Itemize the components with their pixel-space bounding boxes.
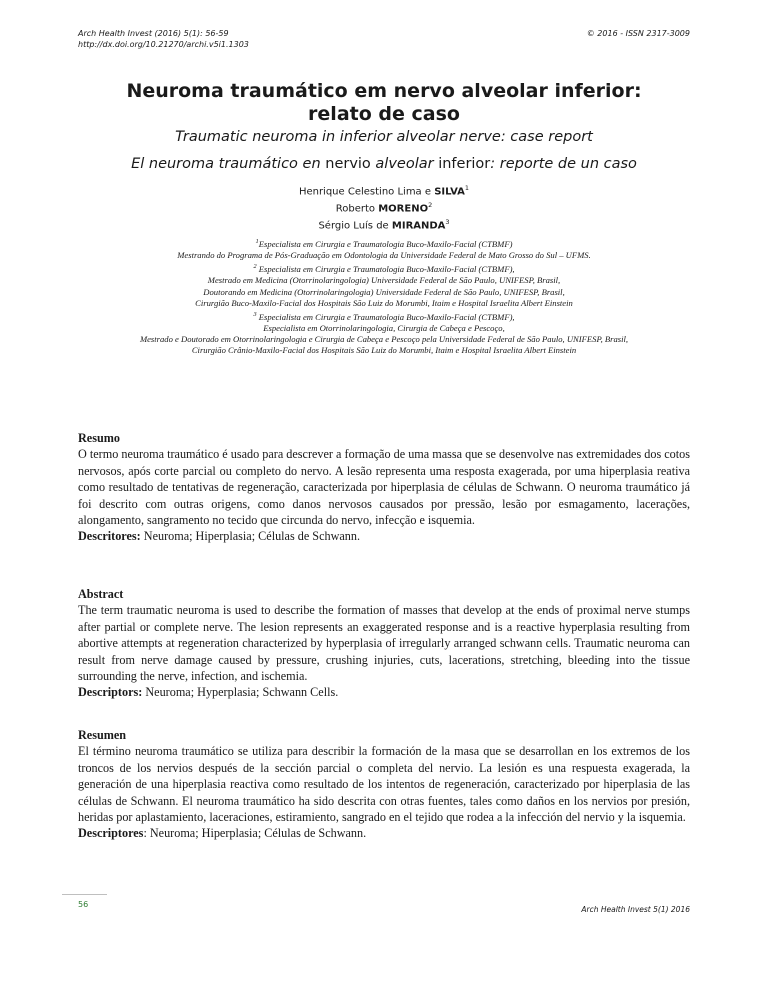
title-spanish-part: El neuroma traumático en: [131, 156, 321, 172]
author-affiliation-mark: 2: [428, 200, 433, 209]
author-given-name: Sérgio Luís de: [318, 219, 389, 231]
affiliation-line: [40, 309, 728, 323]
affiliation-text: Especialista em Cirurgia e Traumatologia Buco-Maxilo-Facial (CTBMF),: [256, 264, 515, 275]
affiliation-text: Especialista em Cirurgia e Traumatologia Buco-Maxilo-Facial (CTBMF): [258, 238, 513, 249]
descriptors-text: Neuroma; Hiperplasia; Células de Schwann.: [140, 529, 361, 544]
title-spanish-part: alveolar: [375, 156, 434, 172]
affiliation-line: Mestrando do Programa de Pós-Graduação em Odontologia da Universidade Federal de Mato Grosso do Sul – UFMS.: [177, 250, 591, 261]
resumen-section: [78, 727, 690, 842]
author: [0, 182, 768, 199]
abstract-heading: Abstract: [78, 587, 124, 601]
affiliation-mark: 1: [255, 238, 259, 245]
resumen-descriptors: [78, 825, 690, 841]
affiliation-line: [40, 261, 728, 275]
copyright-notice: © 2016 - ISSN 2317-3009: [586, 29, 690, 38]
resumo-body: O termo neuroma traumático é usado para descrever a formação de uma massa que se desenvolve nas extremidades dos cotos nervosos, após corte parcial ou completo do nervo. A lesão representa uma resposta exagerada, por uma hiperplasia reativa como resultado de tentativas de regeneração, caracterizada por hiperplasia de células de Schwann. O neuroma traumático já foi descrito com outras origens, como danos nervosos causados por pressão, lesão por esmagamento, lacerações, alongamento, sangramento no tecido que circunda do nervo, infecção e isquemia.: [78, 447, 690, 528]
affiliation-line: Cirurgião Crânio-Maxilo-Facial dos Hospitais São Luiz do Morumbi, Itaim e Hospital Israelita Albert Einstein: [191, 345, 577, 356]
author: [0, 199, 768, 216]
affiliation-line: [40, 236, 728, 250]
affiliations: [40, 236, 728, 357]
title-line-1: Neuroma traumático em nervo alveolar inferior:: [126, 80, 642, 102]
page-number: 56: [78, 900, 89, 909]
descriptors-label: Descritores:: [78, 529, 141, 544]
footer-divider: [62, 894, 107, 895]
affiliation-line: Cirurgião Buco-Maxilo-Facial dos Hospitais São Luiz do Morumbi, Itaim e Hospital Israelita Albert Einstein: [195, 297, 573, 308]
affiliation-line: Mestrado em Medicina (Otorrinolaringologia) Universidade Federal de São Paulo, UNIFESP, Brasil,: [207, 275, 561, 286]
footer-journal: Arch Health Invest 5(1) 2016: [581, 905, 690, 914]
descriptors-text: Neuroma; Hyperplasia; Schwann Cells.: [142, 685, 339, 700]
resumo-section: [78, 430, 690, 545]
title-spanish: [40, 156, 728, 172]
resumo-heading: Resumo: [78, 431, 120, 445]
article-title: [60, 80, 708, 126]
title-spanish-part: inferior: [438, 156, 491, 172]
author-affiliation-mark: 3: [445, 217, 450, 226]
author-given-name: Roberto: [335, 203, 376, 215]
affiliation-mark: 3: [253, 310, 257, 318]
affiliation-mark: 2: [253, 263, 257, 271]
affiliation-text: Especialista em Cirurgia e Traumatologia Buco-Maxilo-Facial (CTBMF),: [256, 311, 515, 322]
descriptors-label: Descriptores: [78, 826, 144, 841]
doi-link[interactable]: http://dx.doi.org/10.21270/archi.v5i1.1303: [78, 40, 249, 49]
abstract-body: The term traumatic neuroma is used to describe the formation of masses that develop at the ends of proximal nerve stumps after partial or complete nerve. The lesion represents an exaggerated response and is a reactive hyperplasia resulting from abortive attempts at regeneration characterized by hyperplasia of irregularly arranged schwann cells. Traumatic neuroma can result from nerve damage caused by pressure, crushing injuries, cuts, lacerations, stretching, bleeding into the tissue surrounding the nerve, infection, and ischemia.: [78, 603, 690, 684]
author-affiliation-mark: 1: [464, 184, 470, 192]
title-english: Traumatic neuroma in inferior alveolar nerve: case report: [175, 129, 593, 145]
affiliation-line: Especialista em Otorrinolaringologia, Cirurgia de Cabeça e Pescoço,: [263, 323, 505, 333]
journal-citation: Arch Health Invest (2016) 5(1): 56-59: [78, 29, 229, 38]
title-spanish-part: : reporte de un caso: [490, 156, 637, 172]
resumen-heading: Resumen: [78, 728, 127, 742]
author-surname: MORENO: [378, 203, 429, 215]
resumen-body: El término neuroma traumático se utiliza para describir la formación de la masa que se desarrollan en los extremos de los troncos de los nervios después de la sección parcial o completa del nervio. La lesión es una respuesta exagerada, la generación de una hiperplasia reactiva como resultado de los intentos de regeneración, caracterizado por hiperplasia de las células de Schwann. El neuroma traumático ha sido descrita con otras fuentes, tales como daños en los nervios por presión, heridas por aplastamiento, laceraciones, estiramiento, sangrado en el tejido que rodea a la infección del nervio y la isquemia.: [78, 744, 690, 825]
resumo-descriptors: [78, 528, 690, 544]
author-surname: MIRANDA: [391, 219, 446, 231]
abstract-descriptors: [78, 684, 690, 700]
author-list: [0, 182, 768, 232]
affiliation-line: Mestrado e Doutorado em Otorrinolaringologia e Cirurgia de Cabeça e Pescoço pela Universidade Federal de São Paulo, UNIFESP, Brasil,: [139, 334, 629, 345]
author: [0, 216, 768, 233]
author-given-name: Henrique Celestino Lima e: [298, 186, 432, 198]
descriptors-text: : Neuroma; Hiperplasia; Células de Schwann.: [143, 826, 367, 841]
affiliation-line: Doutorando em Medicina (Otorrinolaringologia) Universidade Federal de São Paulo, UNIFESP, Brasil,: [203, 286, 565, 297]
abstract-section: [78, 586, 690, 701]
author-surname: SILVA: [434, 186, 465, 198]
title-spanish-part: nervio: [325, 156, 371, 172]
title-line-2: relato de caso: [308, 103, 460, 125]
running-header-left: [78, 28, 249, 50]
descriptors-label: Descriptors:: [78, 685, 143, 700]
